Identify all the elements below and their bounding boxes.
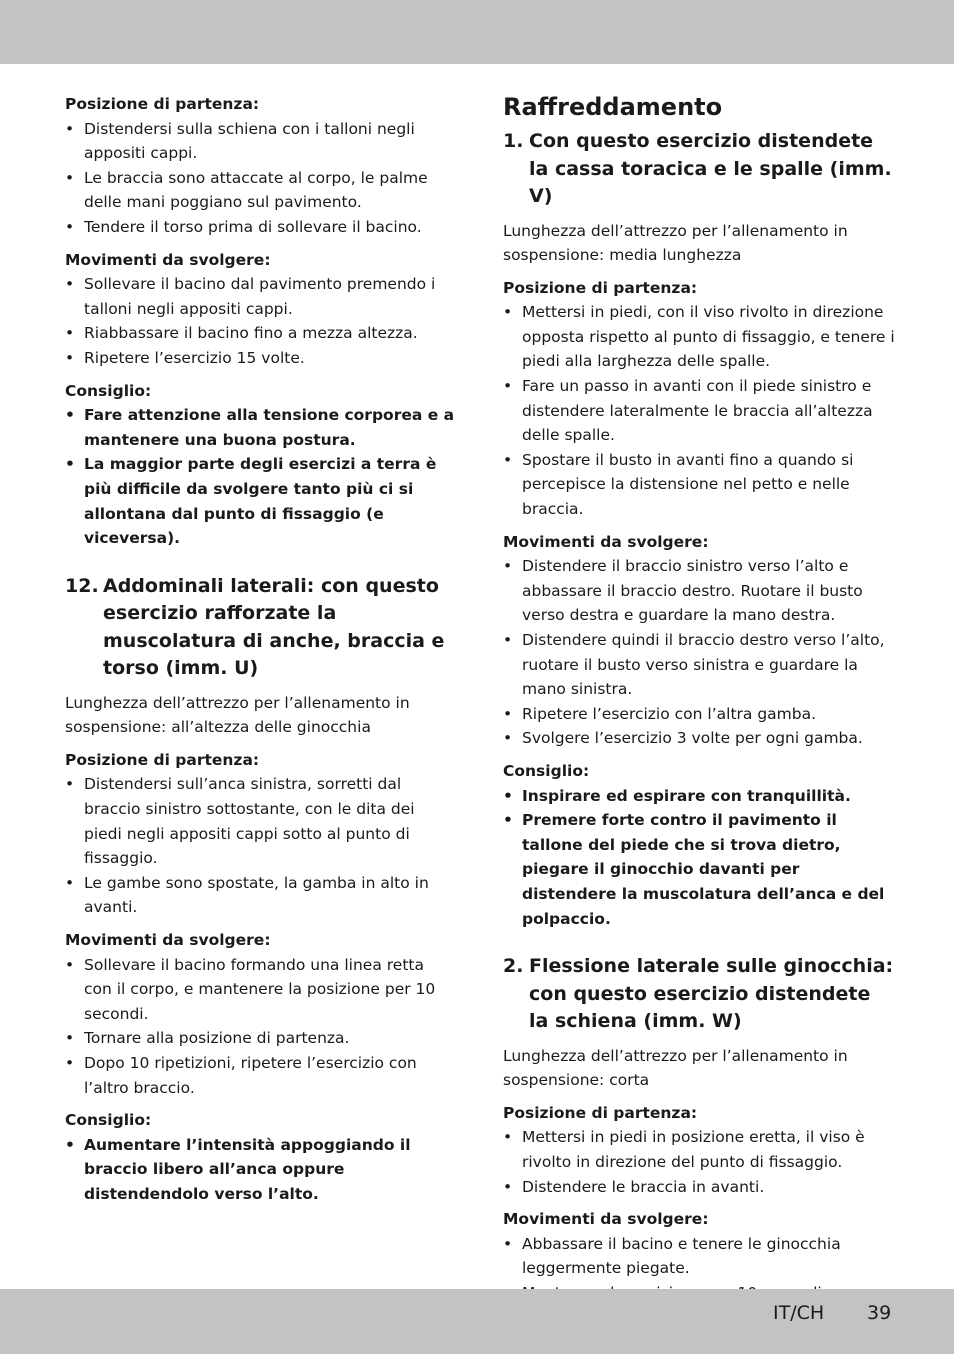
- bullet-dot: •: [65, 348, 75, 367]
- list-item-text: Mettersi in piedi in posizione eretta, il viso è rivolto in direzione del punto di fissaggio.: [522, 1128, 865, 1171]
- list-item: [65, 346, 455, 371]
- bullet-dot: •: [65, 406, 75, 425]
- list-item: [65, 403, 455, 452]
- list-item: [65, 166, 455, 215]
- list-item-text: Spostare il busto in avanti fino a quando si percepisce la distensione nel petto e nelle braccia.: [522, 450, 854, 519]
- exercise-title: Addominali laterali: con questo esercizio rafforzate la muscolatura di anche, braccia e torso (imm. U): [103, 574, 445, 680]
- bullet-list: [503, 554, 895, 751]
- list-item-text: La maggior parte degli esercizi a terra è più difficile da svolgere tanto più ci si allontana dal punto di fissaggio (e viceversa).: [84, 455, 437, 548]
- label-moves: Movimenti da svolgere:: [65, 250, 271, 269]
- length-text: Lunghezza dell’attrezzo per l’allenamento in sospensione: all’altezza delle ginocchia: [65, 693, 410, 737]
- list-item-text: Distendersi sulla schiena con i talloni negli appositi cappi.: [84, 119, 415, 163]
- list-item-text: Sollevare il bacino formando una linea retta con il corpo, e mantenere la posizione per 10 secondi.: [84, 955, 436, 1023]
- label-moves: Movimenti da svolgere:: [65, 931, 271, 950]
- list-item-text: Aumentare l’intensità appoggiando il braccio libero all’anca oppure distendendolo verso l’alto.: [84, 1135, 411, 1203]
- top-band: [0, 0, 954, 64]
- list-item: [503, 628, 895, 702]
- section-title: Raffreddamento: [503, 93, 723, 121]
- exercise-heading: [65, 573, 455, 683]
- list-item-text: Mettersi in piedi, con il viso rivolto in direzione opposta rispetto al punto di fissaggio, e tenere i piedi alla larghezza delle spalle.: [522, 303, 895, 371]
- bullet-dot: •: [503, 377, 513, 396]
- list-item-text: Fare un passo in avanti con il piede sinistro e distendere lateralmente le braccia all’altezza delle spalle.: [522, 377, 873, 445]
- list-item: [65, 1026, 455, 1051]
- bullet-dot: •: [65, 455, 75, 474]
- list-item-text: Fare attenzione alla tensione corporea e a mantenere una buona postura.: [84, 406, 455, 449]
- label-start: Posizione di partenza:: [65, 750, 260, 769]
- bullet-dot: •: [503, 557, 513, 576]
- bullet-dot: •: [65, 275, 75, 294]
- length-text: Lunghezza dell’attrezzo per l’allenamento in sospensione: corta: [503, 1046, 848, 1090]
- bullet-dot: •: [503, 1234, 513, 1253]
- list-item: [65, 117, 455, 166]
- list-item-text: Le gambe sono spostate, la gamba in alto in avanti.: [84, 873, 429, 917]
- bullet-dot: •: [503, 1128, 513, 1147]
- bullet-dot: •: [65, 168, 75, 187]
- tip-list: [503, 784, 895, 932]
- bullet-dot: •: [65, 217, 75, 236]
- list-item-text: Ripetere l’esercizio con l’altra gamba.: [522, 704, 817, 723]
- label-tip: Consiglio:: [65, 381, 152, 400]
- list-item: [65, 772, 455, 870]
- bullet-dot: •: [503, 811, 513, 830]
- list-item-text: Distendere le braccia in avanti.: [522, 1177, 765, 1196]
- list-item-text: Riabbassare il bacino fino a mezza altezza.: [84, 324, 418, 343]
- bullet-dot: •: [503, 303, 513, 322]
- exercise-heading: [503, 953, 895, 1036]
- list-item-text: Abbassare il bacino e tenere le ginocchia leggermente piegate.: [522, 1234, 841, 1278]
- exercise-heading: [503, 128, 895, 211]
- bullet-list: [65, 272, 455, 370]
- label-start: Posizione di partenza:: [65, 95, 260, 113]
- list-item: [65, 452, 455, 550]
- bullet-dot: •: [503, 786, 513, 805]
- list-item-text: Dopo 10 ripetizioni, ripetere l’esercizio con l’altro braccio.: [84, 1054, 417, 1097]
- label-moves: Movimenti da svolgere:: [503, 532, 709, 551]
- bullet-dot: •: [65, 775, 75, 794]
- list-item-text: Tornare alla posizione di partenza.: [84, 1029, 350, 1048]
- exercise-title: Flessione laterale sulle ginocchia: con questo esercizio distendete la schiena (imm. W): [529, 955, 894, 1033]
- bullet-dot: •: [503, 729, 513, 748]
- tip-list: [65, 403, 455, 551]
- list-item: [503, 808, 895, 931]
- footer-locale: IT/CH: [773, 1302, 825, 1324]
- label-tip: Consiglio:: [65, 1111, 152, 1130]
- page-number: 39: [867, 1302, 892, 1324]
- label-start: Posizione di partenza:: [503, 278, 698, 297]
- list-item-text: Distendere il braccio sinistro verso l’alto e abbassare il braccio destro. Ruotare il busto verso destra e guardare la mano destra.: [522, 557, 863, 625]
- list-item: [65, 1133, 455, 1207]
- list-item: [503, 1232, 895, 1281]
- bullet-dot: •: [65, 1054, 75, 1072]
- list-item-text: Ripetere l’esercizio 15 volte.: [84, 348, 305, 367]
- bullet-dot: •: [503, 631, 513, 649]
- right-column: [503, 92, 895, 1330]
- list-item: [503, 374, 895, 448]
- exercise-number: 12.: [65, 574, 99, 597]
- bullet-list: [503, 300, 895, 521]
- bullet-dot: •: [65, 873, 75, 892]
- list-item: [65, 953, 455, 1027]
- list-item: [65, 1051, 455, 1100]
- bullet-list: [503, 1125, 895, 1199]
- label-moves: Movimenti da svolgere:: [503, 1210, 709, 1229]
- label-tip: Consiglio:: [503, 761, 590, 780]
- list-item: [65, 871, 455, 920]
- list-item-text: Inspirare ed espirare con tranquillità.: [522, 786, 851, 805]
- list-item: [503, 300, 895, 374]
- list-item: [503, 784, 895, 809]
- list-item-text: Tendere il torso prima di sollevare il bacino.: [84, 217, 422, 236]
- bullet-list: [65, 953, 455, 1101]
- bullet-list: [65, 772, 455, 920]
- label-start: Posizione di partenza:: [503, 1103, 698, 1122]
- list-item: [65, 321, 455, 346]
- bullet-dot: •: [503, 704, 513, 723]
- list-item-text: Distendere quindi il braccio destro verso l’alto, ruotare il busto verso sinistra e guardare la mano sinistra.: [522, 631, 885, 699]
- list-item: [503, 1175, 895, 1200]
- list-item: [503, 1125, 895, 1174]
- exercise-number: 1.: [503, 130, 524, 152]
- length-text: Lunghezza dell’attrezzo per l’allenamento in sospensione: media lunghezza: [503, 221, 848, 265]
- bullet-list: [65, 117, 455, 240]
- list-item-text: Sollevare il bacino dal pavimento premendo i talloni negli appositi cappi.: [84, 275, 436, 318]
- tip-list: [65, 1133, 455, 1207]
- exercise-title: Con questo esercizio distendete la cassa toracica e le spalle (imm. V): [529, 130, 892, 207]
- list-item: [503, 726, 895, 751]
- list-item-text: Distendersi sull’anca sinistra, sorretti dal braccio sinistro sottostante, con le dita dei piedi negli appositi cappi sotto al punto di fissaggio.: [84, 775, 415, 868]
- exercise-number: 2.: [503, 955, 524, 978]
- bullet-dot: •: [65, 1135, 75, 1154]
- list-item: [503, 554, 895, 628]
- list-item: [65, 272, 455, 321]
- bullet-dot: •: [503, 450, 513, 469]
- list-item: [65, 215, 455, 240]
- bullet-dot: •: [503, 1177, 513, 1196]
- list-item: [503, 702, 895, 727]
- list-item-text: Svolgere l’esercizio 3 volte per ogni gamba.: [522, 729, 863, 748]
- bullet-dot: •: [65, 1029, 75, 1048]
- list-item-text: Le braccia sono attaccate al corpo, le palme delle mani poggiano sul pavimento.: [84, 168, 428, 212]
- bullet-dot: •: [65, 119, 75, 138]
- list-item: [503, 448, 895, 522]
- list-item-text: Premere forte contro il pavimento il tallone del piede che si trova dietro, piegare il ginocchio davanti per distendere la muscolatura dell’anca e del polpaccio.: [522, 811, 885, 928]
- left-column: [65, 92, 455, 1207]
- bullet-dot: •: [65, 955, 75, 974]
- bullet-dot: •: [65, 324, 75, 343]
